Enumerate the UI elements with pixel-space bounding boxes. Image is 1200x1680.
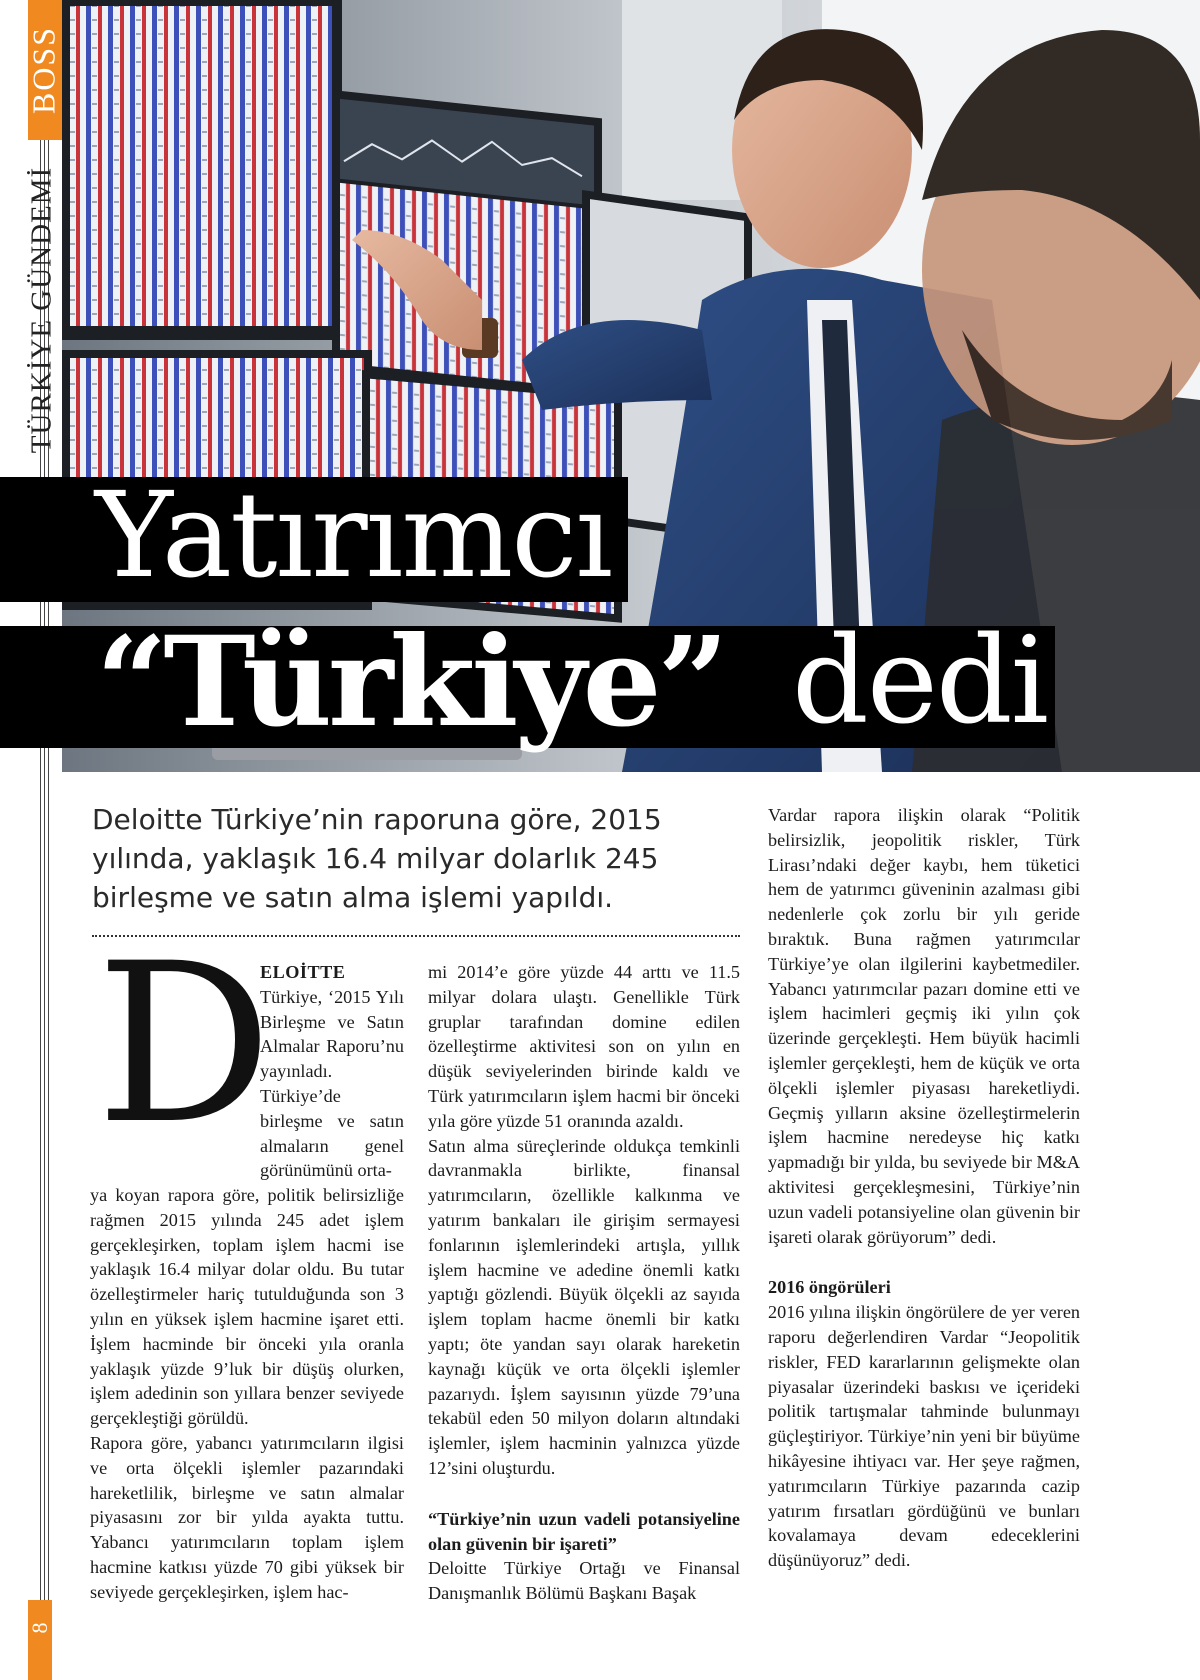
paragraph: Rapora göre, yabancı yatırımcıların ilgisi ve orta ölçekli işlemler pazarındaki hareketlilik, birleşme ve satın almalar piyasasını zor bir yılda ayakta tuttu. Yabancı yatırımcıların toplam işlem hacmine katkısı yüzde 70 gibi yüksek bir seviyede gerçekleşirken, işlem hac-	[90, 1432, 404, 1602]
paragraph: mi 2014’e göre yüzde 44 arttı ve 11.5 milyar dolara ulaştı. Genellikle Türk gruplar tarafından domine edilen özelleştirme aktivitesi son on yılın en düşük seviyelerinden birinde kaldı ve Türk yatırımcıların işlem hacmi bir önceki yıla göre yüzde 51 oranında azaldı.	[428, 962, 740, 1131]
paragraph: ya koyan rapora göre, politik belirsizliğe rağmen 2015 yılında 245 adet işlem gerçekleşirken, toplam işlem hacmi ise yaklaşık 16.4 milyar dolar oldu. Bu tutar özelleştirmeler hariç tutulduğunda son 3 yılın en yüksek işlem hacmine işaret etti. İşlem hacminde bir önceki yıla oranla yaklaşık yüzde 9’luk bir düşüş olurken, işlem adedinin son yıllara benzer seviyede gerçekleştiği görüldü.	[90, 1185, 404, 1429]
paragraph: Satın alma süreçlerinde oldukça temkinli davranmakla birlikte, finansal yatırımcıların, özellikle kalkınma ve yatırım bankaları ile girişim sermayesi fonlarının işlemlerindeki artışla, yıllık işlem hacmine ve adedine önemli katkı yaptığı gözlendi. Büyük ölçekli az sayıda işlem toplam hacme önemli bir katkı yaptı; öte yandan sayı olarak hareketin kaynağı küçük ve orta ölçekli işlemler pazarıydı. İşlem sayısının yüzde 79’una tekabül eden 50 milyon doların altındaki işlemler, işlem hacminin yalnızca yüzde 12’sini oluşturdu.	[428, 1135, 740, 1478]
article-lede: Deloitte Türkiye’nin raporuna göre, 2015 yılında, yaklaşık 16.4 milyar dolarlık 245 birleşme ve satın alma işlemi yapıldı.	[92, 803, 662, 914]
paragraph: 2016 yılına ilişkin öngörülere de yer veren raporu değerlendiren Vardar “Jeopolitik riskler, FED kararlarının gelişmekte olan piyasalar üzerindeki baskısı ve içerideki politik tartışmalar tahminde bulunmayı güçleştiriyor. Türkiye’nin yeni bir büyüme hikâyesine ihtiyacı var. Her şeye rağmen, yatırımcıların Türkiye pazarında cazip yatırım fırsatları gördüğünü ve bunları kovalamaya devam edeceklerini düşünüyoruz” dedi.	[768, 1302, 1080, 1571]
page-number: 8	[27, 1622, 52, 1634]
drop-cap: D	[96, 916, 273, 1172]
page-margin-rail	[0, 0, 62, 1680]
column-1-top	[260, 960, 404, 1183]
headline-line-1: Yatırımcı	[95, 466, 612, 604]
magazine-brand: BOSS	[25, 25, 62, 115]
section-label: TÜRKİYE GÜNDEMİ	[25, 166, 58, 454]
headline-quoted-word: “Türkiye”	[96, 610, 725, 755]
paragraph: Vardar rapora ilişkin olarak “Politik belirsizlik, jeopolitik riskler, Türk Lirası’ndaki değer kaybı, hem tüketici hem de yatırımcı güveninin azalması gibi nedenlerle çok zorlu bir yılı geride bıraktık. Buna rağmen yatırımcılar Türkiye’ye olan ilgilerini kaybetmediler. Yabancı yatırımcılar pazarı domine etti ve işlem hacimleri geçmiş iki yılın çok üzerinde gerçekleşti. Hem büyük hacimli işlemler gerçekleşti, hem de küçük ve orta ölçekli işlemler piyasası hareketliydi. Geçmiş yılların aksine özelleştirmelerin işlem hacmine neredeyse hiç katkı yapmadığı bir yılda, bu seviyede bir M&A aktivitesi gerçekleşmesini, Türkiye’nin uzun vadeli potansiyeline olan güvenin bir işareti olarak görüyorum” dedi.	[768, 805, 1080, 1247]
paragraph: Deloitte Türkiye Ortağı ve Finansal Danışmanlık Bölümü Başkanı Başak	[428, 1558, 740, 1604]
column-1-bottom	[90, 1183, 404, 1605]
column-3	[768, 803, 1080, 1573]
column-2	[428, 960, 740, 1606]
headline-line-2-rest: dedi	[792, 612, 1048, 751]
subheading: 2016 öngörüleri	[768, 1277, 891, 1298]
monitor-left-top	[62, 0, 342, 340]
subheading: “Türkiye’nin uzun vadeli potansiyeline olan güvenin bir işareti”	[428, 1508, 740, 1554]
lead-word: ELOİTTE	[260, 962, 346, 982]
column-1-top-text: Türkiye, ‘2015 Yılı Birleşme ve Satın Almalar Raporu’nu yayınladı. Türkiye’de birleşme ve satın almaların genel görünümünü orta-	[260, 986, 404, 1181]
